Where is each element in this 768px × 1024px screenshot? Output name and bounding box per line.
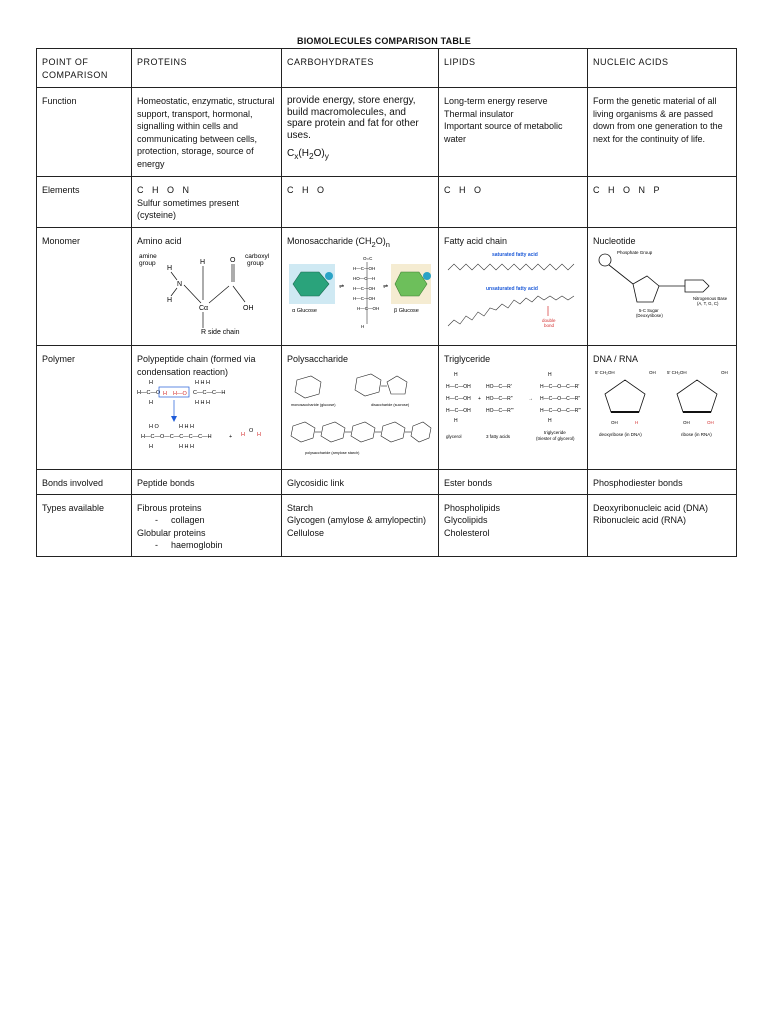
monosaccharide-caption: monosaccharide (glucose) [291, 402, 336, 407]
svg-text:OH: OH [243, 304, 254, 312]
svg-text:H—C—OH: H—C—OH [353, 266, 376, 272]
disaccharide-caption: disaccharide (sucrose) [371, 402, 410, 407]
header-carbohydrates: CARBOHYDRATES [282, 49, 439, 88]
svg-text:+: + [478, 395, 481, 402]
row-label-elements: Elements [37, 177, 132, 228]
svg-text:H: H [257, 432, 261, 439]
function-nucleic-acids: Form the genetic material of all living organisms & are passed down from one generation to the next for the continuity of life. [588, 88, 737, 177]
header-nucleic-acids: NUCLEIC ACIDS [588, 49, 737, 88]
svg-text:O=C: O=C [363, 256, 373, 262]
svg-text:group: group [139, 259, 156, 267]
monomer-nucleic-acids [588, 228, 737, 346]
svg-text:H: H [241, 432, 245, 439]
header-row [37, 49, 737, 88]
bonds-lipids: Ester bonds [439, 470, 588, 495]
bonds-row [37, 470, 737, 495]
alpha-glucose-label: α Glucose [292, 308, 317, 315]
svg-text:H—C—OH: H—C—OH [446, 383, 471, 390]
polymer-lipids-label: Triglyceride [444, 354, 491, 364]
svg-text:H H H: H H H [195, 400, 210, 407]
amino-acid-diagram [137, 248, 275, 336]
svg-text:+: + [229, 434, 233, 441]
row-label-polymer: Polymer [37, 346, 132, 470]
svg-text:H—C—OH: H—C—OH [353, 286, 376, 292]
types-nucleic-acids: Deoxyribonucleic acid (DNA) Ribonucleic acid (RNA) [588, 494, 737, 556]
elements-proteins-symbols: C H O N [137, 185, 193, 195]
carboxyl-group-label: carboxyl [245, 252, 270, 260]
svg-text:5' CH₂OH: 5' CH₂OH [595, 369, 615, 375]
polymer-carbohydrates [282, 346, 439, 470]
svg-text:HO—C—H: HO—C—H [353, 276, 376, 282]
svg-text:HO—C—R''': HO—C—R''' [486, 407, 514, 414]
svg-text:H: H [548, 371, 552, 378]
types-row [37, 494, 737, 556]
elements-proteins-note: Sulfur sometimes present (cysteine) [137, 197, 240, 221]
svg-text:H: H [200, 258, 206, 266]
fibrous-proteins: Fibrous proteins [137, 502, 202, 513]
svg-text:5' CH₂OH: 5' CH₂OH [667, 369, 687, 375]
deoxyribose-caption: deoxyribose (in DNA) [599, 431, 642, 437]
monomer-lipids [439, 228, 588, 346]
polysaccharide-diagram [287, 366, 433, 456]
header-proteins: PROTEINS [132, 49, 282, 88]
svg-text:Cα: Cα [199, 304, 209, 312]
monomer-proteins-label: Amino acid [137, 236, 182, 246]
beta-glucose-label: β Glucose [394, 308, 419, 315]
ribose-caption: ribose (in RNA) [681, 431, 712, 437]
triglyceride-diagram [444, 366, 582, 450]
svg-text:⇌: ⇌ [339, 284, 345, 291]
svg-text:H: H [635, 419, 639, 425]
svg-text:H—C—O—C—C—C—C—H: H—C—O—C—C—C—C—H [141, 434, 212, 441]
polymer-nucleic-acids-label: DNA / RNA [593, 354, 639, 364]
svg-text:H—C—OH: H—C—OH [446, 407, 471, 414]
fatty-acid-diagram [444, 248, 582, 332]
fatty-acids-label: 3 fatty acids [486, 433, 511, 439]
svg-text:H: H [454, 417, 458, 424]
phosphate-group-label: Phosphate Group [617, 249, 653, 255]
row-label-function: Function [37, 88, 132, 177]
monomer-row [37, 228, 737, 346]
svg-text:OH: OH [649, 369, 656, 375]
row-label-bonds: Bonds involved [37, 470, 132, 495]
row-label-types: Types available [37, 494, 132, 556]
row-label-monomer: Monomer [37, 228, 132, 346]
amine-group-label: amine [139, 252, 157, 260]
svg-text:O: O [249, 428, 254, 435]
svg-text:H H H: H H H [179, 424, 194, 431]
polymer-row [37, 346, 737, 470]
monomer-proteins [132, 228, 282, 346]
polymer-proteins [132, 346, 282, 470]
polysaccharide-caption: polysaccharide (amylose starch) [305, 450, 360, 455]
svg-text:H: H [361, 324, 365, 330]
svg-text:⇌: ⇌ [383, 284, 389, 291]
bonds-carbohydrates: Glycosidic link [282, 470, 439, 495]
svg-text:O: O [230, 256, 236, 264]
svg-text:H—C—O—C—R''': H—C—O—C—R''' [540, 407, 582, 414]
svg-text:H—O: H—O [173, 391, 187, 398]
svg-text:N: N [177, 280, 183, 288]
svg-text:OH: OH [683, 419, 690, 425]
svg-text:C—C—C—H: C—C—C—H [193, 390, 226, 397]
monosaccharide-diagram [287, 250, 433, 334]
svg-text:(A, T, G, C): (A, T, G, C) [697, 300, 719, 306]
function-lipids: Long-term energy reserve Thermal insulator Important source of metabolic water [439, 88, 588, 177]
svg-text:H H H: H H H [179, 444, 194, 451]
function-carbohydrates [282, 88, 439, 177]
svg-text:H: H [548, 417, 552, 424]
bonds-nucleic-acids: Phosphodiester bonds [588, 470, 737, 495]
polypeptide-diagram [137, 378, 275, 458]
polymer-nucleic-acids [588, 346, 737, 470]
elements-lipids: C H O [439, 177, 588, 228]
nitrogenous-base-label: Nitrogenous Base [693, 295, 728, 301]
svg-text:OH: OH [721, 369, 728, 375]
svg-text:(triester of glycerol): (triester of glycerol) [536, 435, 575, 441]
function-row [37, 88, 737, 177]
svg-text:HO—C—R'': HO—C—R'' [486, 395, 513, 402]
svg-text:H: H [167, 296, 173, 304]
svg-text:H: H [149, 400, 153, 407]
elements-row [37, 177, 737, 228]
svg-text:→: → [528, 395, 533, 402]
triglyceride-caption: triglyceride [544, 429, 566, 435]
elements-proteins [132, 177, 282, 228]
svg-text:H: H [454, 371, 458, 378]
function-carbohydrates-text: provide energy, store energy, build macromolecules, and spare protein and fat for other uses. [287, 95, 419, 141]
saturated-fatty-acid-label: saturated fatty acid [492, 251, 538, 258]
polymer-proteins-label: Polypeptide chain (formed via condensation reaction) [137, 354, 256, 377]
comparison-table [36, 48, 737, 557]
side-chain-label: R side chain [201, 328, 240, 336]
header-lipids: LIPIDS [439, 49, 588, 88]
monomer-lipids-label: Fatty acid chain [444, 236, 508, 246]
svg-text:OH: OH [611, 419, 618, 425]
monomer-carbohydrates-label: Monosaccharide $(CH_2O)_n$ [287, 236, 390, 249]
svg-text:OH: OH [707, 419, 714, 425]
svg-text:H: H [163, 391, 167, 398]
svg-text:H—C—O: H—C—O [137, 390, 161, 397]
polymer-lipids [439, 346, 588, 470]
collagen-item: - collagen [155, 515, 205, 526]
elements-carbohydrates: C H O [282, 177, 439, 228]
double-bond-label: double [542, 317, 556, 323]
monomer-nucleic-acids-label: Nucleotide [593, 236, 636, 246]
glycerol-label: glycerol [446, 433, 462, 439]
page-title: BIOMOLECULES COMPARISON TABLE [297, 36, 471, 46]
header-point: POINT OF COMPARISON [37, 49, 132, 88]
svg-text:group: group [247, 259, 264, 267]
carbohydrate-formula: $C_x(H_2O)_y$ [287, 148, 329, 161]
svg-text:H—C—O—C—R': H—C—O—C—R' [540, 383, 580, 390]
svg-text:H—C—OH: H—C—OH [446, 395, 471, 402]
svg-text:H: H [149, 444, 153, 451]
sugar-label: 5-C Sugar [639, 307, 659, 313]
svg-text:HO—C—R': HO—C—R' [486, 383, 512, 390]
svg-text:H—C—OH: H—C—OH [357, 306, 380, 312]
types-lipids: Phospholipids Glycolipids Cholesterol [439, 494, 588, 556]
globular-proteins: Globular proteins [137, 527, 206, 538]
svg-text:H: H [149, 380, 153, 387]
svg-text:H—C—OH: H—C—OH [353, 296, 376, 302]
monomer-carbohydrates [282, 228, 439, 346]
polymer-carbohydrates-label: Polysaccharide [287, 354, 349, 364]
types-carbohydrates: Starch Glycogen (amylose & amylopectin) Cellulose [282, 494, 439, 556]
nucleotide-diagram [593, 248, 731, 332]
svg-text:(Deoxyribose): (Deoxyribose) [636, 312, 663, 318]
types-proteins [132, 494, 282, 556]
bonds-proteins: Peptide bonds [132, 470, 282, 495]
svg-text:H H H: H H H [195, 380, 210, 387]
unsaturated-fatty-acid-label: unsaturated fatty acid [486, 285, 538, 292]
svg-text:H O: H O [149, 424, 159, 431]
elements-nucleic-acids: C H O N P [588, 177, 737, 228]
function-proteins: Homeostatic, enzymatic, structural support, transport, hormonal, signalling within cells and communicating between cells, protection, storage, source of energy [132, 88, 282, 177]
svg-text:H: H [167, 264, 173, 272]
haemoglobin-item: - haemoglobin [155, 540, 223, 551]
svg-text:H—C—O—C—R'': H—C—O—C—R'' [540, 395, 581, 402]
svg-text:bond: bond [544, 322, 555, 328]
sugar-comparison-diagram [593, 366, 731, 450]
